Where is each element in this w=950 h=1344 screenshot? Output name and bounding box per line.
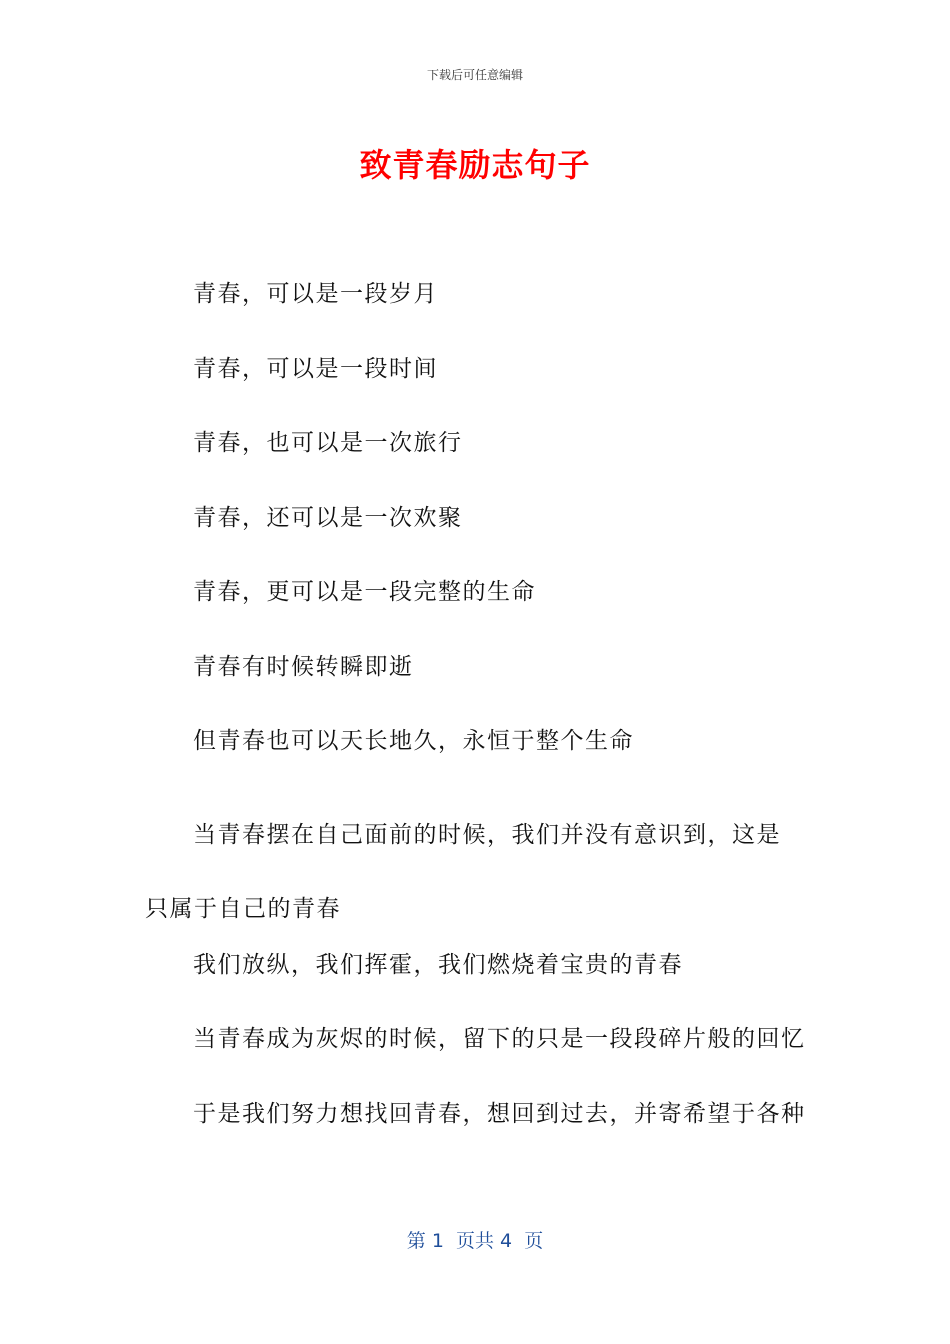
paragraph: 但青春也可以天长地久，永恒于整个生命 [193,728,634,754]
paragraph: 于是我们努力想找回青春，想回到过去，并寄希望于各种 [193,1100,806,1127]
paragraph: 青春，可以是一段时间 [193,355,438,382]
paragraph: 青春，也可以是一次旅行 [193,430,463,456]
document-title: 致青春励志句子 [359,146,591,184]
paragraph: 当青春成为灰烬的时候，留下的只是一段段碎片般的回忆 [193,1026,806,1052]
document-body [145,276,805,1170]
paragraph: 当青春摆在自己面前的时候，我们并没有意识到，这是只属于自己的青春 [145,821,781,922]
paragraph: 青春有时候转瞬即逝 [193,653,414,680]
header-note: 下载后可任意编辑 [426,68,523,82]
paragraph: 青春，更可以是一段完整的生命 [193,579,536,605]
paragraph: 青春，可以是一段岁月 [193,281,438,307]
paragraph: 青春，还可以是一次欢聚 [193,504,463,531]
paragraph: 我们放纵，我们挥霍，我们燃烧着宝贵的青春 [193,951,683,978]
page-number-footer: 第 1 页共 4 页 [406,1230,544,1252]
